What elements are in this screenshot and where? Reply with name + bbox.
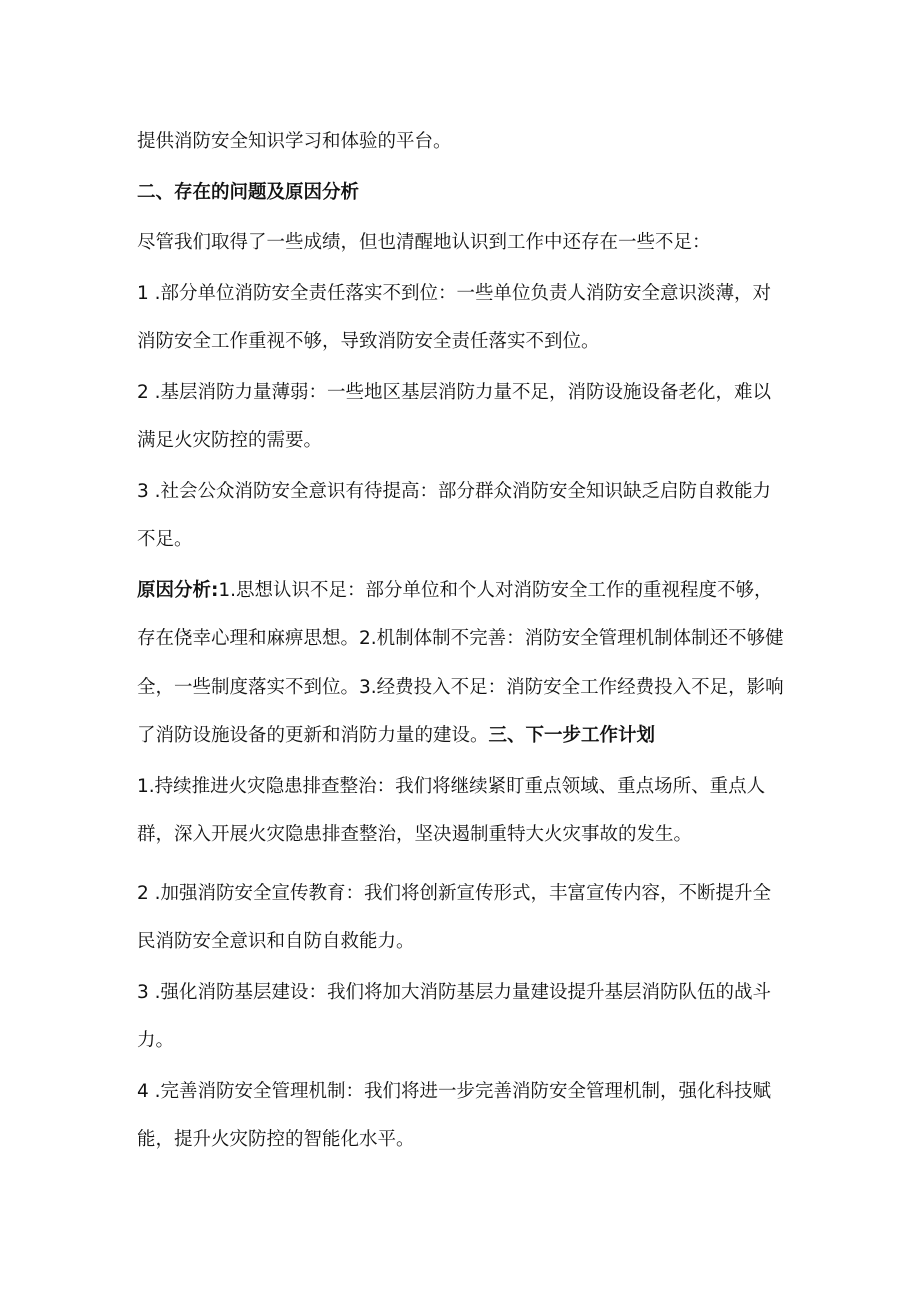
cause-analysis-end: 了消防设施设备的更新和消防力量的建设。: [137, 725, 489, 746]
list-item: 1 .部分单位消防安全责任落实不到位：一些单位负责人消防安全意识淡薄，对: [137, 282, 772, 304]
paragraph-line: 满足火灾防控的需要。: [137, 430, 323, 451]
paragraph-line: 提供消防安全知识学习和体验的平台。: [137, 131, 452, 152]
section-heading: 二、存在的问题及原因分析: [137, 181, 360, 203]
cause-analysis-text: 1.思想认识不足：部分单位和个人对消防安全工作的重视程度不够，: [218, 579, 773, 601]
paragraph-line: 消防安全工作重视不够，导致消防安全责任落实不到位。: [137, 331, 600, 352]
paragraph-line: 尽管我们取得了一些成绩，但也清醒地认识到工作中还存在一些不足：: [137, 232, 711, 253]
list-item: 2 .基层消防力量薄弱：一些地区基层消防力量不足，消防设施设备老化，难以: [137, 381, 772, 403]
paragraph-line: 能，提升火灾防控的智能化水平。: [137, 1129, 415, 1150]
paragraph-line: 不足。: [137, 529, 193, 550]
paragraph-line: [137, 712, 787, 761]
paragraph-line: [137, 567, 787, 616]
list-item: 3 .社会公众消防安全意识有待提高：部分群众消防安全知识缺乏启防自救能力: [137, 480, 772, 502]
cause-analysis-label: 原因分析:: [137, 579, 219, 601]
paragraph-line: 群，深入开展火灾隐患排查整治，坚决遏制重特大火灾事故的发生。: [137, 824, 693, 845]
list-item: 4 .完善消防安全管理机制：我们将进一步完善消防安全管理机制，强化科技赋: [137, 1080, 772, 1102]
paragraph-line: 存在侥幸心理和麻痹思想。2.机制体制不完善：消防安全管理机制体制还不够健: [137, 628, 784, 649]
list-item: 1.持续推进火灾隐患排查整治：我们将继续紧盯重点领域、重点场所、重点人: [137, 775, 766, 797]
paragraph-line: 力。: [137, 1030, 175, 1051]
section-heading: 三、下一步工作计划: [488, 725, 656, 746]
document-page: [137, 118, 787, 1165]
paragraph-line: 全，一些制度落实不到位。3.经费投入不足：消防安全工作经费投入不足，影响: [137, 676, 784, 698]
list-item: 2 .加强消防安全宣传教育：我们将创新宣传形式，丰富宣传内容，不断提升全: [137, 882, 772, 904]
list-item: 3 .强化消防基层建设：我们将加大消防基层力量建设提升基层消防队伍的战斗: [137, 981, 772, 1003]
paragraph-line: 民消防安全意识和自防自救能力。: [137, 931, 415, 952]
